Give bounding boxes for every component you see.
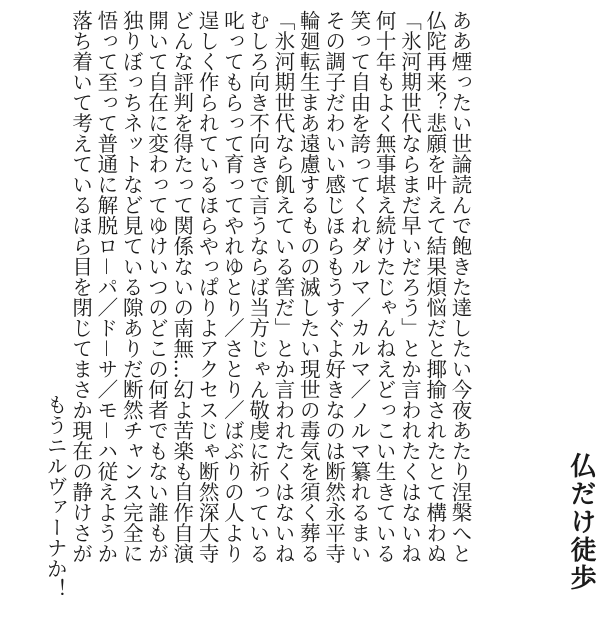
page-title: 仏だけ徒歩 bbox=[566, 452, 596, 592]
poem-line: どんな評判を得たって関係ないの南無…幻よ苦楽も自作自演 bbox=[169, 10, 194, 564]
poem-line: 逞しく作られているほらやっぱりよアクセスじゃ断然深大寺 bbox=[195, 10, 220, 564]
poem-line: 独りぼっちネットなど見ている隙ありだ断然チャンス完全に bbox=[119, 10, 144, 564]
poem-line: 何十年もよく無事堪え続けたじゃんねえどっこい生きている bbox=[372, 10, 397, 564]
poem-body bbox=[42, 10, 472, 610]
poem-line: 落ち着いて考えているほら目を閉じてまさか現在の静けさが bbox=[68, 10, 93, 564]
poem-line: 仏陀再来？悲願を叶えて結果煩悩だと揶揄されたとて構わぬ bbox=[422, 10, 447, 564]
poem-line: ああ煙ったい世論読んで飽きた達したい今夜あたり涅槃へと bbox=[448, 10, 473, 564]
poem-line-final: もうニルヴァーナか！ bbox=[43, 394, 68, 599]
poem-line: その調子だわいい感じほらもうすぐよ好きなのは断然永平寺 bbox=[321, 10, 346, 564]
poem-line: 「氷河期世代なら飢えている筈だ」とか言われたくはないね bbox=[270, 10, 295, 564]
poem-line: 輪廻転生まあ遠慮するものの滅したい現世の毒気を須く葬る bbox=[296, 10, 321, 564]
poem-line: 「氷河期世代ならまだ早いだろう」とか言われたくはないね bbox=[397, 10, 422, 564]
poem-line: 開いて自在に変わってゆけいつのどこの何者でもない誰もが bbox=[144, 10, 169, 564]
poem-line: むしろ向き不向きで言うならば当方じゃん敬虔に祈っている bbox=[245, 10, 270, 564]
poem-line: 叱ってもらって育ってやれゆとり／さとり／ばぶりの人より bbox=[220, 10, 245, 564]
poem-line: 笑って自由を誇ってくれダルマ／カルマ／ノルマ纂れるまい bbox=[346, 10, 371, 564]
poem-line: 悟って至って普通に解脱ロ－パ／ド－サ／モ－ハ従えようか bbox=[93, 10, 118, 564]
